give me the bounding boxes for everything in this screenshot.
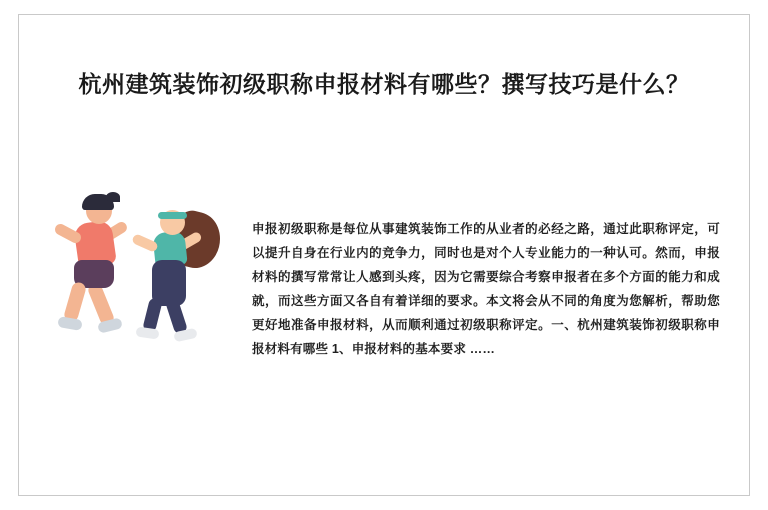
runners-illustration (40, 190, 250, 370)
female-runner-shoe-front (135, 326, 159, 339)
male-runner (46, 198, 138, 338)
page-title: 杭州建筑装饰初级职称申报材料有哪些？撰写技巧是什么？ (78, 71, 690, 98)
female-runner-arm-front (131, 233, 159, 253)
male-runner-hair-tuft (106, 192, 120, 202)
article-body: 申报初级职称是每位从事建筑装饰工作的从业者的必经之路，通过此职称评定，可以提升自身在行业内的竞争力，同时也是对个人专业能力的一种认可。然而，申报材料的撰写常常让人感到头疼，因为它需要综合考察申报者在多个方面的能力和成就，而这些方面又各自有着详细的要求。本文将会从不同的角度为您解析，帮助您更好地准备申报材料，从而顺利通过初级职称评定。一、杭州建筑装饰初级职称申报材料有哪些 1、申报材料的基本要求 …… (252, 221, 720, 356)
female-runner-headband (158, 212, 187, 219)
female-runner (126, 210, 236, 350)
male-runner-shoe-front (57, 316, 83, 331)
